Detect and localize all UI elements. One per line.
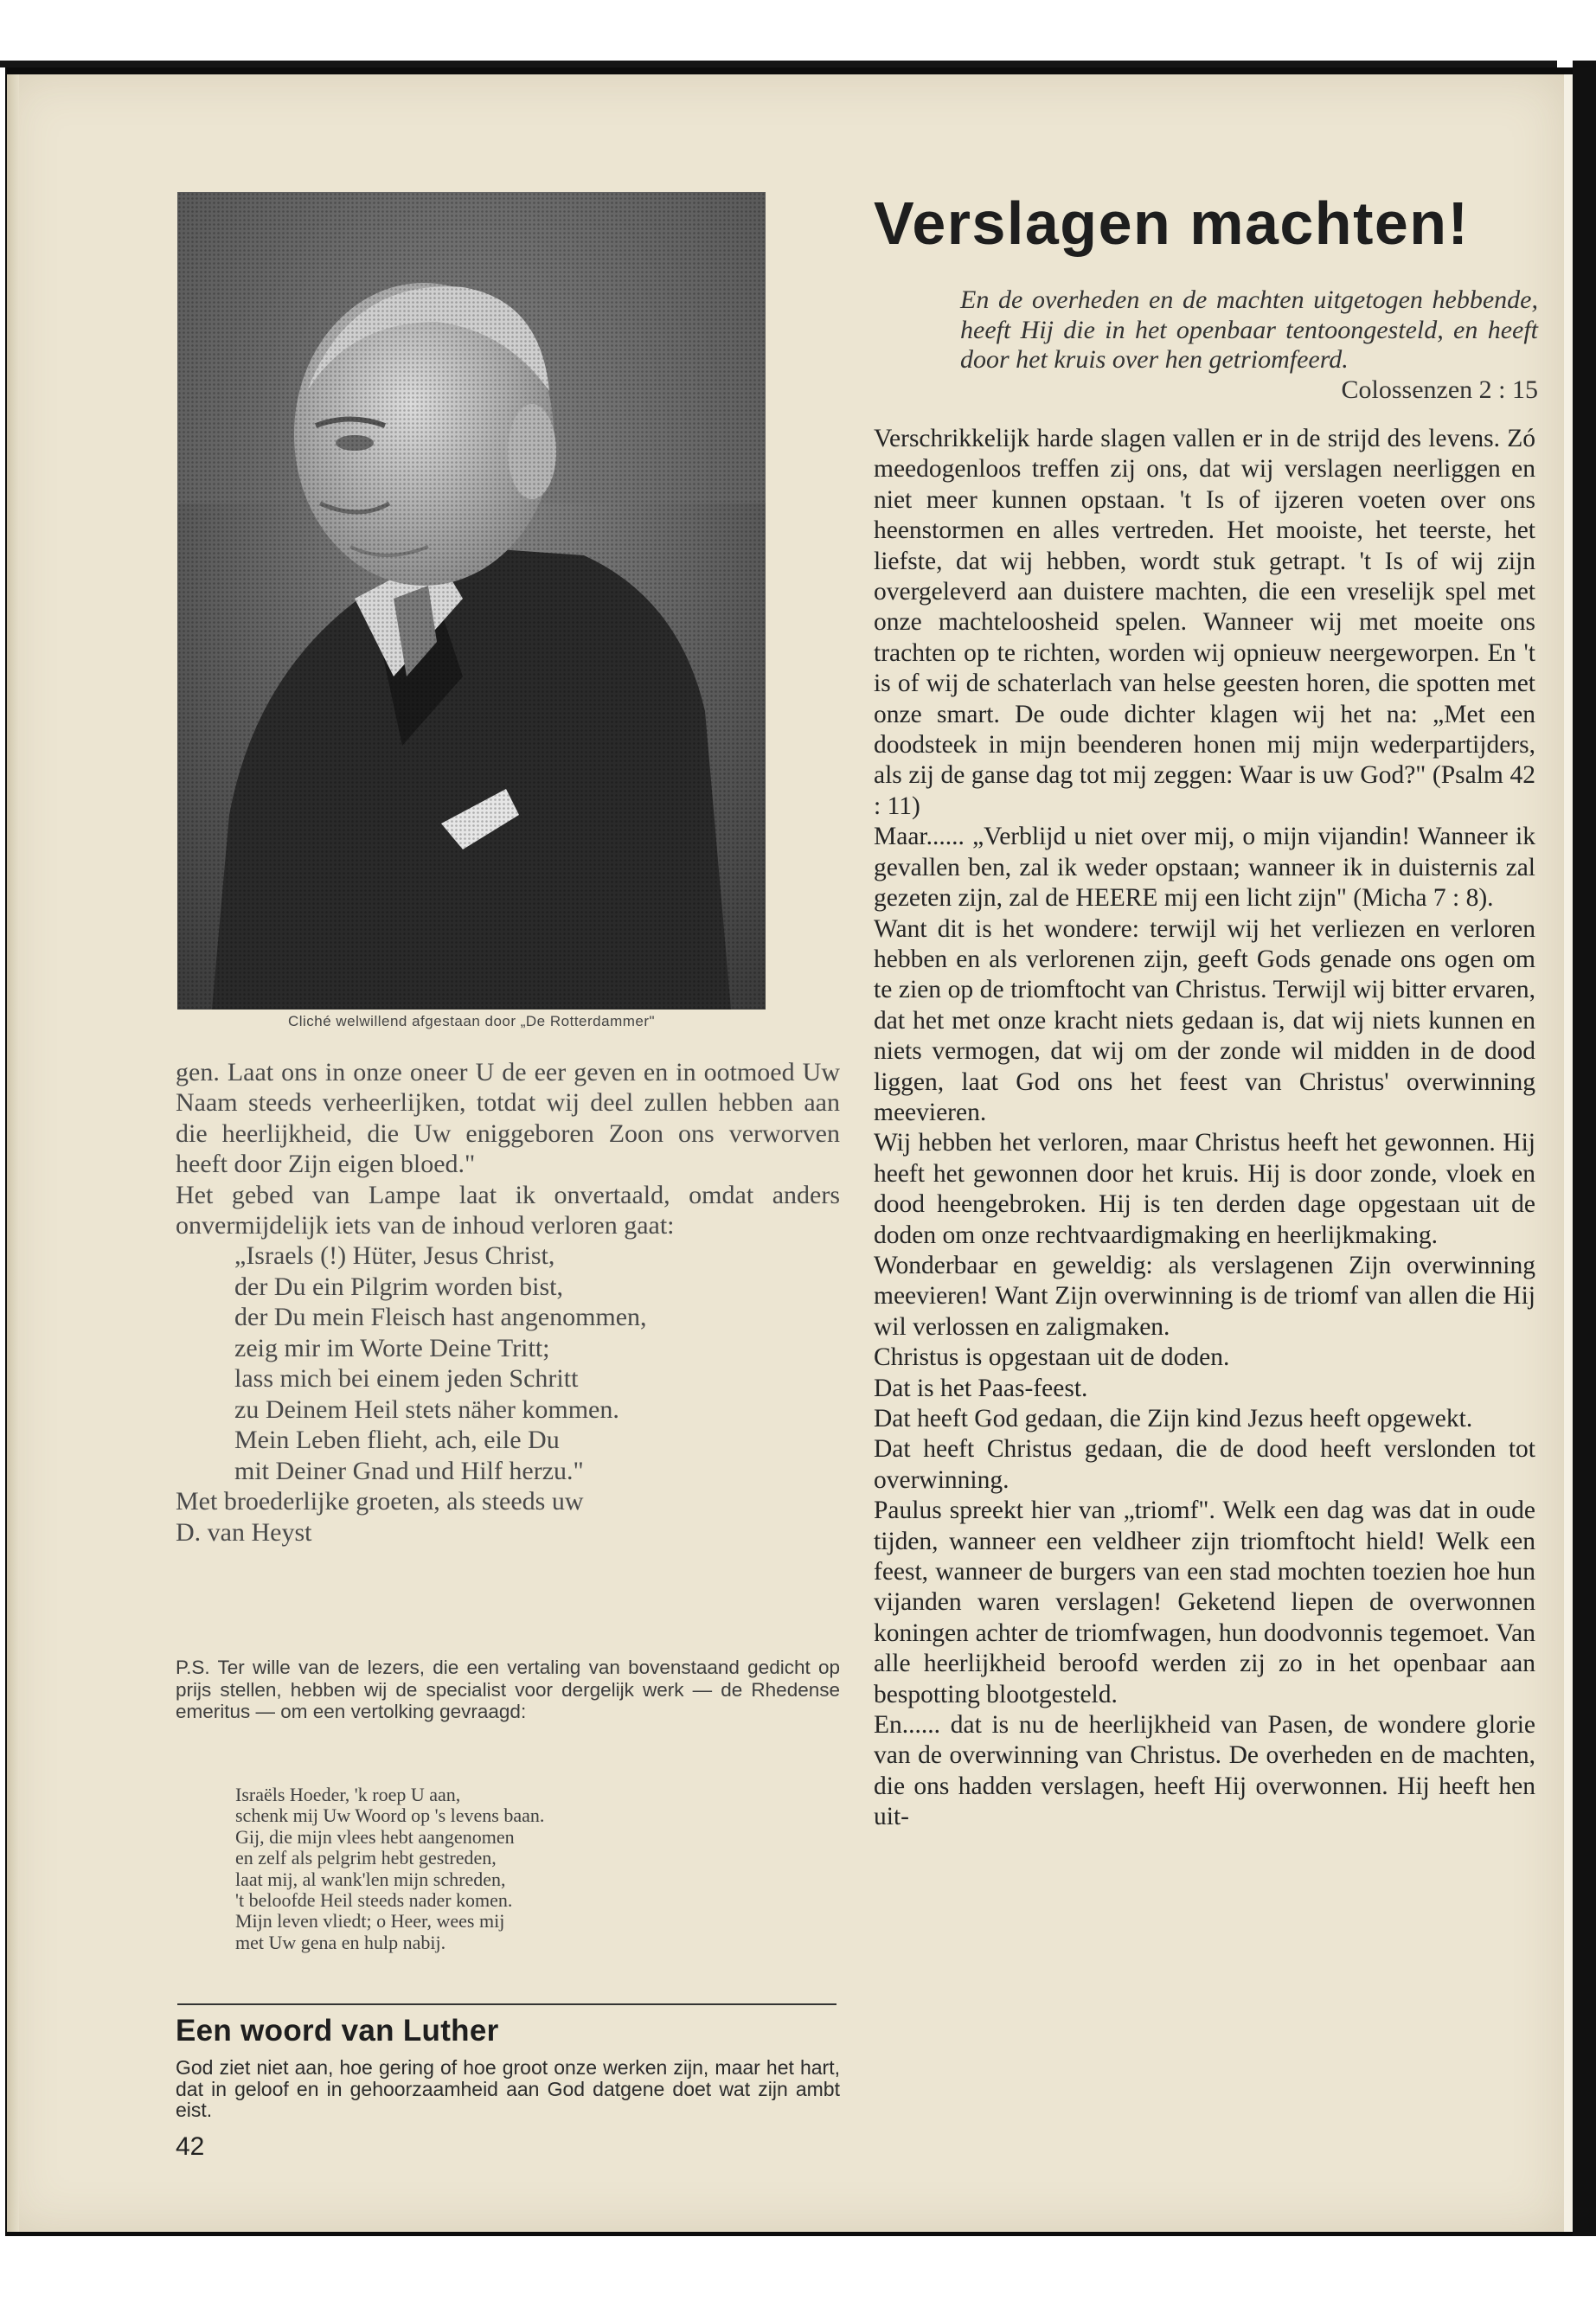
poem-line: „Israels (!) Hüter, Jesus Christ, [234,1241,555,1271]
article-paragraph: Paulus spreekt hier van „triomf". Welk een dag was dat in oude tijden, wanneer een veldheer zijn triomftocht hield! Welk een feest, wanneer de burgers van een stad mochten toezien hoe hun vijanden waren verslagen! Geketend liepen de overwonnen koningen achter de triomfwagen, hun doodvonnis tegemoet. Van alle heerlijkheid beroofd werden zij zo in het openbaar aan bespotting blootgesteld. [874,1497,1535,1708]
epigraph-reference: Colossenzen 2 : 15 [1341,375,1538,405]
scan-top-line [0,61,1557,67]
article-paragraph: Christus is opgestaan uit de doden. [874,1343,1230,1372]
letter-paragraph-2: Het gebed van Lampe laat ik onvertaald, omdat anders onvermijdelijk iets van de inhoud verloren gaat: [176,1180,840,1240]
section-divider [177,2003,836,2005]
article-body [874,424,1535,1833]
poem-line: der Du ein Pilgrim worden bist, [234,1272,563,1301]
dutch-translation-poem [235,1785,806,1953]
article-paragraph: Wonderbaar en geweldig: als verslagenen Zijn overwinning meevieren! Want Zijn overwinning is de triomf van allen die Hij wil verlossen en zaligmaken. [874,1251,1535,1341]
letter-signature: D. van Heyst [176,1517,312,1547]
postscript-text: P.S. Ter wille van de lezers, die een vertaling van bovenstaand gedicht op prijs stellen, hebben wij de specialist voor dergelijk werk — de Rhedense emeritus — om een vertolking gevraagd: [176,1657,840,1722]
translation-line: 't beloofde Heil steeds nader komen. [235,1889,513,1912]
translation-line: en zelf als pelgrim hebt gestreden, [235,1847,497,1869]
page-right-edge [1564,74,1573,2232]
poem-line: Mein Leben flieht, ach, eile Du [234,1426,560,1455]
poem-line: der Du mein Fleisch hast angenommen, [234,1303,647,1332]
article-paragraph: Wij hebben het verloren, maar Christus heeft het gewonnen. Hij heeft het gewonnen door het kruis. Hij is door zonde, vloek en dood heengebroken. Hij is ten derden dage opgestaan uit de doden om onze rechtvaardigmaking en heerlijkmaking. [874,1129,1535,1249]
scan-bottom-margin [0,2236,1596,2301]
poem-line: zeig mir im Worte Deine Tritt; [234,1333,550,1362]
translation-line: Israëls Hoeder, 'k roep U aan, [235,1784,461,1805]
article-paragraph: Dat heeft God gedaan, die Zijn kind Jezus heeft opgewekt. [874,1405,1473,1433]
letter-paragraph-1: gen. Laat ons in onze oneer U de eer geven en in ootmoed Uw Naam steeds verheerlijken, totdat wij deel zullen hebben aan die heerlijkheid, die Uw eniggeboren Zoon ons verworven heeft door Zijn eigen bloed." [176,1058,840,1179]
article-paragraph: Dat heeft Christus gedaan, die de dood heeft verslonden tot overwinning. [874,1435,1535,1494]
translation-line: laat mij, al wank'len mijn schreden, [235,1868,506,1890]
letter-continuation [176,1057,840,1548]
article-paragraph: Want dit is het wondere: terwijl wij het verliezen en verloren hebben en als verlorenen zijn, geeft Gods genade ons ogen om te zien op de triomftocht van Christus. Terwijl wij bitter ervaren, dat het met onze kracht niets gedaan is, dat wij niets kunnen en niets vermogen, dat wij om der zonde wil midden in de dood liggen, laat God ons het feest van Christus' overwinning meevieren. [874,914,1535,1126]
poem-line: zu Deinem Heil stets näher kommen. [234,1394,619,1424]
translation-line: schenk mij Uw Woord op 's levens baan. [235,1804,545,1827]
luther-quote: God ziet niet aan, hoe gering of hoe groot onze werken zijn, maar het hart, dat in geloof en in gehoorzaamheid aan God datgene doet wat zijn ambt eist. [176,2056,840,2122]
scan-top-margin [0,0,1596,67]
translation-line: Mijn leven vliedt; o Heer, wees mij [235,1910,505,1932]
article-epigraph [960,285,1538,406]
photo-caption: Cliché welwillend afgestaan door „De Rotterdammer" [287,1013,656,1029]
scan-left-margin [0,67,5,2236]
translation-line: Gij, die mijn vlees hebt aangenomen [235,1825,515,1848]
portrait-illustration [177,192,766,1009]
letter-greeting: Met broederlijke groeten, als steeds uw [176,1487,584,1516]
translation-line: met Uw gena en hulp nabij. [235,1931,446,1953]
article-paragraph: Dat is het Paas-feest. [874,1374,1088,1402]
article-paragraph: Verschrikkelijk harde slagen vallen er in de strijd des levens. Zó meedogenloos treffen zij ons, dat wij verslagen neerliggen en niet meer kunnen opstaan. 't Is of ijzeren voeten over ons heenstormen en alles vertreden. Het mooiste, het teerste, het liefste, dat wij hebben, wordt stuk getrapt. 't Is of wij zijn overgeleverd aan duistere machten, die een vreselijk spel met onze machteloosheid spelen. Wanneer wij met moeite ons trachten op te richten, worden wij opnieuw neergeworpen. En 't is of wij de schaterlach van helse geesten horen, die spotten met onze smart. De oude dichter klagen wij het na: „Met een doodsteek in mijn beenderen honen mij mijn wederpartijders, als zij de ganse dag tot mij zeggen: Waar is uw God?" (Psalm 42 : 11) [874,425,1535,820]
german-poem [176,1240,840,1486]
portrait-photo [177,192,766,1009]
article-paragraph: Maar...... „Verblijd u niet over mij, o mijn vijandin! Wanneer ik gevallen ben, zal ik weder opstaan; wanneer ik in duisternis zal gezeten zijn, zal de HEERE mij een licht zijn" (Micha 7 : 8). [874,823,1535,913]
poem-line: mit Deiner Gnad und Hilf herzu." [234,1456,584,1485]
article-title: Verslagen machten! [874,189,1470,257]
article-paragraph: En...... dat is nu de heerlijkheid van Pasen, de wondere glorie van de overwinning van Christus. De overheden en de machten, die ons hadden verslagen, heeft Hij overwonnen. Hij heeft hen uit- [874,1711,1535,1831]
page-spine-edge [7,74,19,2232]
luther-heading: Een woord van Luther [176,2014,499,2048]
scan-right-border [1573,61,1596,2236]
page-number: 42 [176,2132,205,2161]
epigraph-text: En de overheden en de machten uitgetogen hebbende, heeft Hij die in het openbaar tentoongesteld, en heeft door het kruis over hen getriomfeerd. [960,285,1538,375]
poem-line: lass mich bei einem jeden Schritt [234,1364,579,1394]
